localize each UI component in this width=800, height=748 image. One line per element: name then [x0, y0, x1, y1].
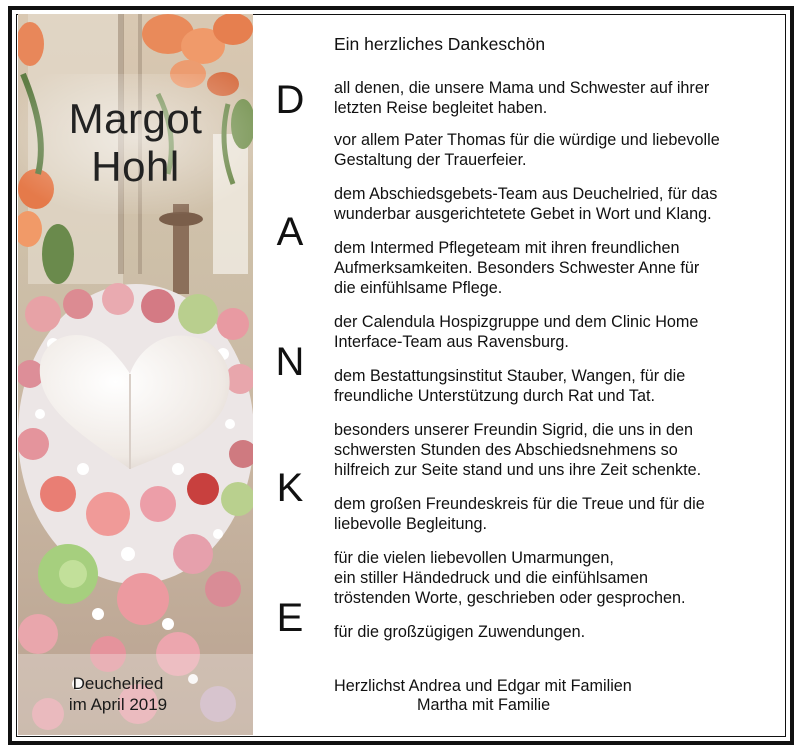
danke-letter-k: K — [276, 466, 304, 510]
thanks-paragraph — [334, 312, 698, 352]
paragraph-line: die einfühlsame Pflege. — [334, 279, 503, 297]
thanks-paragraph — [334, 184, 717, 224]
paragraph-line: letzten Reise begleitet haben. — [334, 99, 548, 117]
paragraph-line: dem großen Freundeskreis für die Treue und für die — [334, 495, 705, 513]
place-line: Deuchelried — [72, 674, 164, 693]
paragraph-line: für die großzügigen Zuwendungen. — [334, 623, 586, 641]
thanks-paragraph — [334, 494, 705, 534]
signature-line: Martha mit Familie — [417, 696, 551, 714]
paragraph-line: dem Abschiedsgebets-Team aus Deuchelried, für das — [334, 185, 718, 203]
paragraph-line: der Calendula Hospizgruppe und dem Clinic Home — [334, 313, 699, 331]
paragraph-line: Interface-Team aus Ravensburg. — [334, 333, 569, 351]
paragraph-line: Aufmerksamkeiten. Besonders Schwester Anne für — [334, 259, 700, 277]
deceased-last-name: Hohl — [91, 143, 180, 190]
paragraph-line: Gestaltung der Trauerfeier. — [334, 151, 527, 169]
memorial-photo — [18, 14, 253, 735]
paragraph-line: dem Bestattungsinstitut Stauber, Wangen, für die — [334, 367, 686, 385]
date-line: im April 2019 — [68, 695, 168, 714]
paragraph-line: liebevolle Begleitung. — [334, 515, 487, 533]
paragraph-line: all denen, die unsere Mama und Schwester auf ihrer — [334, 79, 710, 97]
paragraph-line: vor allem Pater Thomas für die würdige und liebevolle — [334, 131, 720, 149]
thanks-paragraph — [334, 238, 699, 298]
paragraph-line: ein stiller Händedruck und die einfühlsamen — [334, 569, 649, 587]
thanks-paragraph — [334, 78, 709, 118]
thanks-heading: Ein herzliches Dankeschön — [334, 34, 546, 54]
paragraph-line: schwersten Stunden des Abschiedsnehmens so — [334, 441, 678, 459]
paragraph-line: wunderbar ausgerichtetete Gebet in Wort und Klang. — [334, 205, 712, 223]
signature-line: Herzlichst Andrea und Edgar mit Familien — [334, 677, 632, 695]
thanks-paragraph — [334, 420, 701, 480]
paragraph-line: für die vielen liebevollen Umarmungen, — [334, 549, 614, 567]
paragraph-line: besonders unserer Freundin Sigrid, die uns in den — [334, 421, 694, 439]
thanks-paragraph — [334, 130, 720, 170]
paragraph-line: tröstenden Worte, geschrieben oder gesprochen. — [334, 589, 686, 607]
thanks-paragraph — [334, 548, 686, 608]
thanks-paragraph — [334, 366, 685, 406]
danke-letter-a: A — [276, 210, 304, 254]
paragraph-line: freundliche Unterstützung durch Rat und Tat. — [334, 387, 655, 405]
danke-letter-e: E — [276, 596, 304, 640]
thanks-paragraph — [334, 622, 585, 642]
danke-letter-d: D — [275, 78, 305, 122]
paragraph-line: hilfreich zur Seite stand und uns ihre Zeit schenkte. — [334, 461, 702, 479]
deceased-first-name: Margot — [68, 95, 203, 142]
paragraph-line: dem Intermed Pflegeteam mit ihren freundlichen — [334, 239, 680, 257]
danke-letter-n: N — [275, 340, 305, 384]
